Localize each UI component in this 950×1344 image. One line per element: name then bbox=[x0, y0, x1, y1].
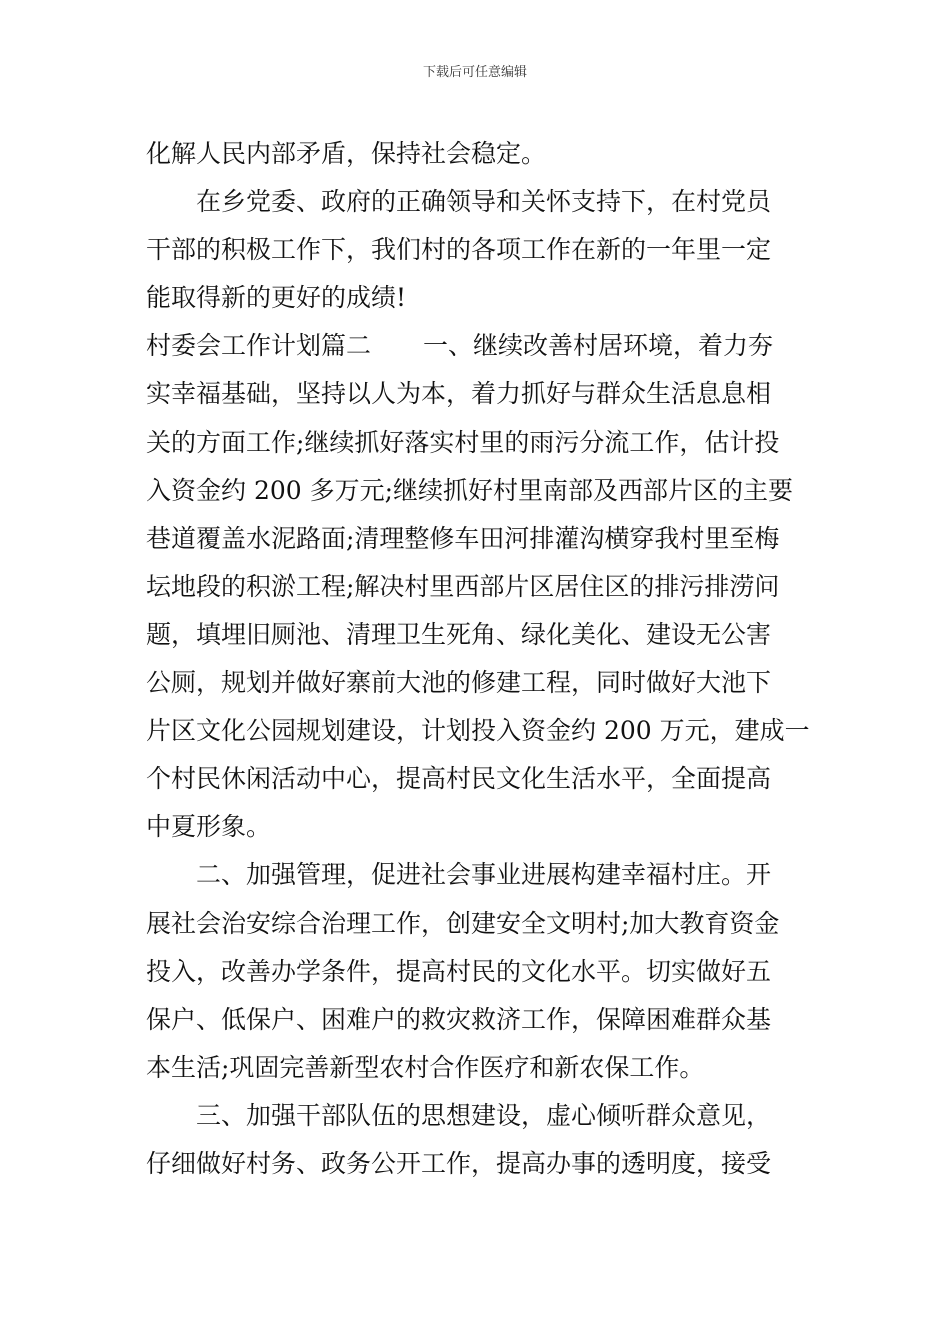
page-header: 下载后可任意编辑 bbox=[422, 65, 527, 80]
text-line: 化解人民内部矛盾，保持社会稳定。 bbox=[146, 139, 547, 168]
text-line: 题，填埋旧厕池、清理卫生死角、绿化美化、建设无公害 bbox=[146, 619, 772, 649]
paragraph-first-line: 二、加强管理，促进社会事业进展构建幸福村庄。开 bbox=[196, 860, 772, 890]
text-line: 干部的积极工作下，我们村的各项工作在新的一年里一定 bbox=[146, 235, 772, 265]
text-line: 个村民休闲活动中心，提高村民文化生活水平，全面提高 bbox=[146, 764, 772, 794]
text-line: 坛地段的积淤工程;解决村里西部片区居住区的排污排涝问 bbox=[146, 571, 780, 601]
text-line: 入资金约 200 多万元;继续抓好村里南部及西部片区的主要 bbox=[146, 475, 794, 505]
section-title: 村委会工作计划篇二 bbox=[146, 331, 372, 361]
text-line: 保户、低保户、困难户的救灾救济工作，保障困难群众基 bbox=[146, 1004, 772, 1034]
text-line: 关的方面工作;继续抓好落实村里的雨污分流工作，估计投 bbox=[146, 427, 780, 457]
text-line: 能取得新的更好的成绩! bbox=[146, 283, 407, 313]
text-line: 公厕，规划并做好寨前大池的修建工程，同时做好大池下 bbox=[146, 668, 772, 698]
text-line: 实幸福基础，坚持以人为本，着力抓好与群众生活息息相 bbox=[146, 379, 772, 409]
document-body bbox=[146, 130, 816, 1188]
paragraph-first-line: 在乡党委、政府的正确领导和关怀支持下，在村党员 bbox=[196, 187, 772, 217]
text-line: 中夏形象。 bbox=[146, 812, 272, 842]
text-line: 巷道覆盖水泥路面;清理整修车田河排灌沟横穿我村里至梅 bbox=[146, 523, 780, 553]
text-line: 仔细做好村务、政务公开工作，提高办事的透明度，接受 bbox=[146, 1148, 772, 1178]
section-title-line bbox=[146, 322, 816, 370]
text-line: 投入，改善办学条件，提高村民的文化水平。切实做好五 bbox=[146, 956, 772, 986]
title-spacer bbox=[371, 322, 423, 370]
text-line: 展社会治安综合治理工作，创建安全文明村;加大教育资金 bbox=[146, 908, 780, 938]
text-line: 本生活;巩固完善新型农村合作医疗和新农保工作。 bbox=[146, 1052, 705, 1082]
paragraph-first-line: 三、加强干部队伍的思想建设，虚心倾听群众意见， bbox=[196, 1100, 772, 1130]
text-line: 片区文化公园规划建设，计划投入资金约 200 万元，建成一 bbox=[146, 716, 810, 746]
section-first-item: 一、继续改善村居环境，着力夯 bbox=[423, 331, 774, 361]
